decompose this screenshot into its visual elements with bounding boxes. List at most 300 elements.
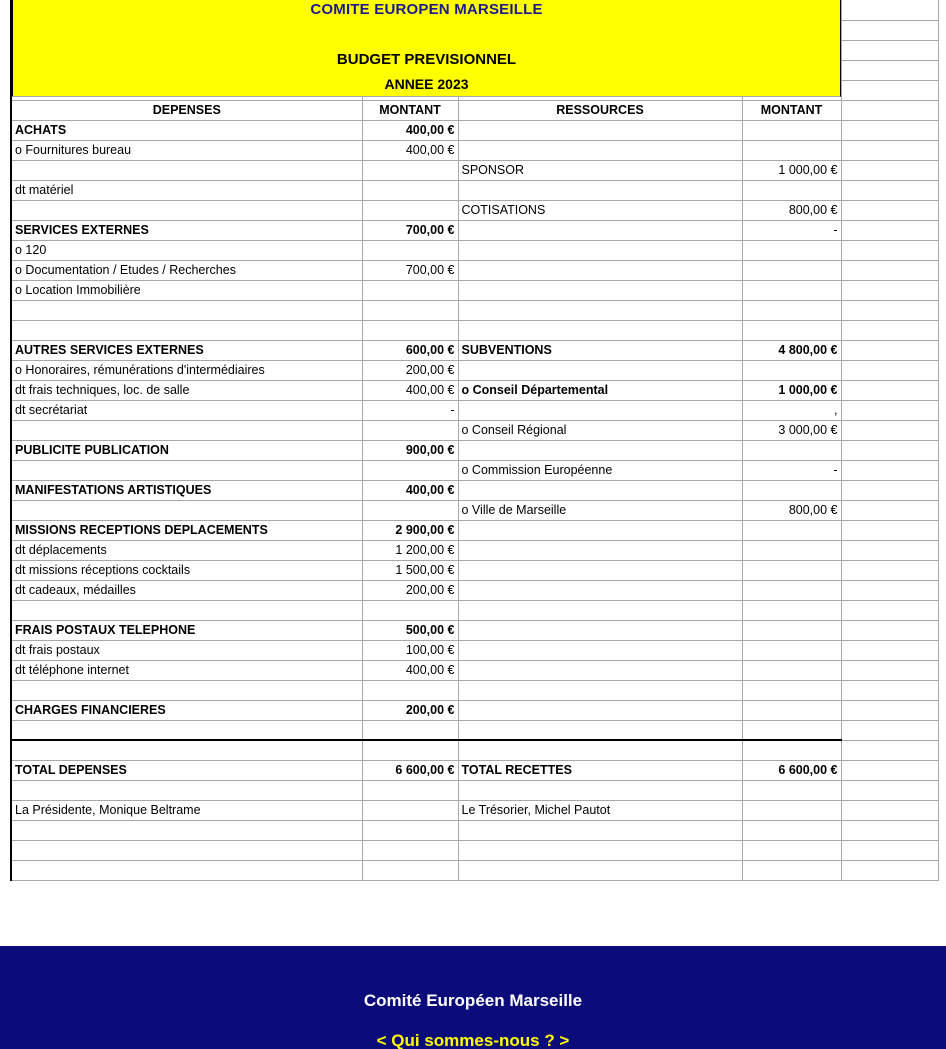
cell-montant-depense [362,320,458,340]
table-row [0,780,946,800]
cell-depense [11,420,362,440]
extra-cell [841,180,938,200]
tail-cell [938,500,946,520]
cell-montant-ressource: 3 000,00 € [742,420,841,440]
table-row [0,300,946,320]
extra-cell [841,380,938,400]
extra-cell [841,240,938,260]
cell-ressource [458,600,742,620]
extra-cell [841,320,938,340]
cell-montant-ressource [742,640,841,660]
cell-ressource [458,180,742,200]
cell-montant-ressource [742,300,841,320]
cell-ressource [458,260,742,280]
cell-ressource [458,820,742,840]
cell-montant-depense [362,180,458,200]
extra-cell [841,360,938,380]
header-montant-left: MONTANT [362,100,458,120]
table-row [0,600,946,620]
table-row [0,200,946,220]
cell-montant-ressource: - [742,220,841,240]
cell-montant-ressource [742,120,841,140]
cell-montant-depense: 400,00 € [362,480,458,500]
cell-depense: TOTAL DEPENSES [11,760,362,780]
gutter-cell [0,0,11,20]
cell-depense [11,600,362,620]
extra-cell [841,500,938,520]
extra-cell [841,820,938,840]
cell-depense [11,740,362,760]
cell-montant-ressource [742,660,841,680]
extra-cell [841,0,938,20]
tail-cell [938,560,946,580]
extra-cell [841,520,938,540]
cell-ressource [458,540,742,560]
cell-ressource [458,620,742,640]
table-row [0,160,946,180]
table-row [0,740,946,760]
table-row [0,680,946,700]
cell-montant-ressource: - [742,460,841,480]
table-row [0,140,946,160]
tail-cell [938,760,946,780]
cell-montant-ressource: 800,00 € [742,200,841,220]
gutter-cell [0,520,11,540]
gutter-cell [0,260,11,280]
extra-cell [841,440,938,460]
cell-montant-ressource [742,540,841,560]
gutter-cell [0,800,11,820]
extra-cell [841,760,938,780]
header-montant-right: MONTANT [742,100,841,120]
gutter-cell [0,340,11,360]
footer-about-link[interactable]: < Qui sommes-nous ? > [376,1031,570,1049]
cell-montant-depense [362,780,458,800]
extra-cell [841,100,938,120]
cell-ressource [458,360,742,380]
cell-montant-ressource [742,480,841,500]
header-depenses: DEPENSES [11,100,362,120]
tail-cell [938,460,946,480]
empty-cell [11,860,362,880]
cell-depense [11,820,362,840]
gutter-cell [0,440,11,460]
cell-ressource [458,580,742,600]
tail-cell [938,320,946,340]
header-ressources: RESSOURCES [458,100,742,120]
extra-cell [841,840,938,860]
tail-cell [938,360,946,380]
cell-ressource: o Commission Européenne [458,460,742,480]
cell-depense: ACHATS [11,120,362,140]
gutter-cell [0,240,11,260]
table-row [0,380,946,400]
gutter-cell [0,180,11,200]
cell-montant-depense: 200,00 € [362,700,458,720]
cell-depense: PUBLICITE PUBLICATION [11,440,362,460]
title-banner [11,0,841,97]
cell-montant-depense [362,720,458,740]
cell-montant-ressource [742,720,841,740]
cell-depense: La Présidente, Monique Beltrame [11,800,362,820]
table-row [0,700,946,720]
cell-montant-ressource [742,700,841,720]
extra-cell [841,420,938,440]
cell-montant-depense: 400,00 € [362,140,458,160]
cell-depense: dt cadeaux, médailles [11,580,362,600]
cell-montant-ressource [742,580,841,600]
cell-montant-depense: 400,00 € [362,120,458,140]
table-row [0,400,946,420]
cell-montant-ressource [742,780,841,800]
cell-montant-depense [362,420,458,440]
extra-cell [841,740,938,760]
cell-montant-depense [362,300,458,320]
gutter-cell [0,540,11,560]
table-row [0,340,946,360]
gutter-cell [0,560,11,580]
extra-cell [841,640,938,660]
tail-cell [938,800,946,820]
footer-org-title: Comité Européen Marseille [363,991,583,1010]
cell-montant-depense: 400,00 € [362,380,458,400]
extra-cell [841,220,938,240]
gutter-cell [0,660,11,680]
cell-montant-depense: 900,00 € [362,440,458,460]
cell-montant-ressource [742,360,841,380]
table-row [0,460,946,480]
cell-montant-depense [362,600,458,620]
cell-montant-ressource [742,180,841,200]
cell-montant-depense [362,200,458,220]
cell-montant-depense: 700,00 € [362,260,458,280]
cell-ressource [458,660,742,680]
cell-montant-ressource [742,620,841,640]
extra-cell [841,60,938,80]
tail-cell [938,220,946,240]
gutter-cell [0,740,11,760]
gutter-cell [0,320,11,340]
tail-cell [938,480,946,500]
extra-cell [841,460,938,480]
gutter-cell [0,680,11,700]
table-row [0,580,946,600]
table-row [0,260,946,280]
gutter-cell [0,220,11,240]
gutter-cell [0,400,11,420]
gutter-cell [0,460,11,480]
cell-depense [11,300,362,320]
tail-cell [938,840,946,860]
table-row [0,480,946,500]
cell-depense: o Honoraires, rémunérations d'intermédiaires [11,360,362,380]
cell-depense: dt frais postaux [11,640,362,660]
cell-depense [11,320,362,340]
empty-cell [742,840,841,860]
tail-cell [938,520,946,540]
tail-cell [938,600,946,620]
gutter-cell [0,420,11,440]
extra-cell [841,680,938,700]
empty-cell [458,840,742,860]
cell-ressource [458,720,742,740]
tail-cell [938,640,946,660]
tail-cell [938,860,946,880]
extra-cell [841,340,938,360]
gutter-cell [0,840,11,860]
cell-montant-ressource [742,800,841,820]
cell-montant-ressource: 1 000,00 € [742,380,841,400]
extra-cell [841,700,938,720]
tail-cell [938,120,946,140]
tail-cell [938,660,946,680]
empty-cell [458,860,742,880]
gutter-cell [0,620,11,640]
cell-depense: dt déplacements [11,540,362,560]
cell-montant-ressource [742,280,841,300]
cell-depense: SERVICES EXTERNES [11,220,362,240]
empty-cell [362,860,458,880]
table-row [0,280,946,300]
cell-depense [11,500,362,520]
extra-cell [841,860,938,880]
cell-montant-depense [362,820,458,840]
cell-ressource: TOTAL RECETTES [458,760,742,780]
extra-cell [841,40,938,60]
cell-depense [11,680,362,700]
cell-ressource: o Conseil Régional [458,420,742,440]
extra-cell [841,140,938,160]
table-row [0,240,946,260]
extra-cell [841,300,938,320]
gutter-cell [0,20,11,40]
cell-ressource [458,400,742,420]
cell-depense: dt téléphone internet [11,660,362,680]
cell-ressource [458,680,742,700]
tail-cell [938,340,946,360]
cell-montant-ressource [742,440,841,460]
cell-ressource [458,740,742,760]
cell-ressource [458,640,742,660]
tail-cell [938,580,946,600]
cell-ressource [458,300,742,320]
gutter-cell [0,500,11,520]
extra-cell [841,620,938,640]
cell-montant-depense: 6 600,00 € [362,760,458,780]
tail-cell [938,380,946,400]
cell-montant-ressource: 4 800,00 € [742,340,841,360]
banner-line-3: ANNEE 2023 [384,76,469,92]
table-row [0,120,946,140]
cell-montant-ressource: 800,00 € [742,500,841,520]
cell-depense: o Fournitures bureau [11,140,362,160]
cell-ressource [458,320,742,340]
cell-ressource [458,520,742,540]
extra-cell [841,540,938,560]
cell-depense: dt frais techniques, loc. de salle [11,380,362,400]
empty-cell [11,840,362,860]
empty-cell [362,840,458,860]
gutter-cell [0,640,11,660]
cell-ressource: o Ville de Marseille [458,500,742,520]
tail-cell [938,0,946,20]
table-row [0,640,946,660]
cell-montant-depense [362,240,458,260]
cell-depense [11,160,362,180]
extra-cell [841,260,938,280]
gutter-cell [0,860,11,880]
gutter-cell [0,720,11,740]
cell-montant-ressource [742,260,841,280]
gutter-cell [0,60,11,80]
tail-cell [938,200,946,220]
cell-montant-depense: 1 500,00 € [362,560,458,580]
gutter-cell [0,280,11,300]
table-row [0,520,946,540]
table-row [0,800,946,820]
cell-montant-ressource [742,320,841,340]
cell-ressource [458,220,742,240]
gutter-cell [0,600,11,620]
banner-line-2: BUDGET PREVISIONNEL [336,51,517,68]
gutter-cell [0,200,11,220]
extra-cell [841,160,938,180]
cell-montant-depense: 200,00 € [362,360,458,380]
cell-montant-ressource [742,740,841,760]
cell-depense: AUTRES SERVICES EXTERNES [11,340,362,360]
extra-cell [841,120,938,140]
cell-ressource [458,440,742,460]
cell-depense [11,720,362,740]
cell-ressource: SPONSOR [458,160,742,180]
tail-cell [938,680,946,700]
cell-depense [11,780,362,800]
gutter-cell [0,80,11,100]
tail-cell [938,40,946,60]
table-row [0,660,946,680]
cell-montant-ressource [742,820,841,840]
cell-depense: dt matériel [11,180,362,200]
cell-depense [11,200,362,220]
total-row [0,760,946,780]
tail-cell [938,780,946,800]
cell-montant-ressource [742,560,841,580]
extra-cell [841,660,938,680]
tail-cell [938,740,946,760]
cell-ressource: Le Trésorier, Michel Pautot [458,800,742,820]
tail-cell [938,240,946,260]
cell-ressource [458,780,742,800]
spacer-row [0,840,946,860]
tail-cell [938,440,946,460]
tail-cell [938,180,946,200]
tail-cell [938,20,946,40]
extra-cell [841,800,938,820]
gutter-cell [0,100,11,120]
tail-cell [938,820,946,840]
cell-ressource [458,560,742,580]
extra-cell [841,780,938,800]
gutter-cell [0,120,11,140]
table-row [0,500,946,520]
gutter-cell [0,140,11,160]
extra-cell [841,400,938,420]
table-row [0,420,946,440]
cell-montant-depense [362,160,458,180]
cell-ressource: SUBVENTIONS [458,340,742,360]
cell-montant-depense: 500,00 € [362,620,458,640]
gutter-cell [0,380,11,400]
cell-depense: o Location Immobilière [11,280,362,300]
table-header-row [0,100,946,120]
cell-montant-depense: 1 200,00 € [362,540,458,560]
cell-montant-depense: 200,00 € [362,580,458,600]
cell-depense: CHARGES FINANCIERES [11,700,362,720]
spacer-row [0,860,946,880]
tail-cell [938,700,946,720]
cell-montant-depense [362,740,458,760]
cell-depense: FRAIS POSTAUX TELEPHONE [11,620,362,640]
gutter-cell [0,760,11,780]
gutter-cell [0,40,11,60]
cell-depense: MANIFESTATIONS ARTISTIQUES [11,480,362,500]
cell-ressource: COTISATIONS [458,200,742,220]
cell-montant-ressource [742,600,841,620]
cell-montant-depense: 600,00 € [362,340,458,360]
tail-cell [938,80,946,100]
gutter-cell [0,160,11,180]
cell-montant-depense: 100,00 € [362,640,458,660]
cell-montant-ressource [742,140,841,160]
tail-cell [938,140,946,160]
table-row [0,180,946,200]
tail-cell [938,260,946,280]
cell-montant-ressource: 1 000,00 € [742,160,841,180]
banner-line-1: COMITE EUROPEN MARSEILLE [310,1,543,18]
table-row [0,720,946,740]
extra-cell [841,480,938,500]
extra-cell [841,20,938,40]
cell-montant-ressource: 6 600,00 € [742,760,841,780]
table-row [0,620,946,640]
cell-ressource [458,140,742,160]
tail-cell [938,540,946,560]
site-footer [0,946,946,1049]
cell-ressource [458,480,742,500]
cell-depense: dt missions réceptions cocktails [11,560,362,580]
cell-montant-depense: 2 900,00 € [362,520,458,540]
tail-cell [938,400,946,420]
cell-depense: dt secrétariat [11,400,362,420]
empty-cell [742,860,841,880]
tail-cell [938,620,946,640]
cell-montant-depense [362,280,458,300]
cell-montant-depense [362,680,458,700]
cell-depense: o Documentation / Etudes / Recherches [11,260,362,280]
gutter-cell [0,300,11,320]
cell-depense: o 120 [11,240,362,260]
extra-cell [841,80,938,100]
table-row [0,440,946,460]
table-row [0,820,946,840]
gutter-cell [0,580,11,600]
tail-cell [938,100,946,120]
tail-cell [938,300,946,320]
table-row [0,360,946,380]
cell-montant-ressource: , [742,400,841,420]
cell-montant-depense [362,460,458,480]
gutter-cell [0,700,11,720]
